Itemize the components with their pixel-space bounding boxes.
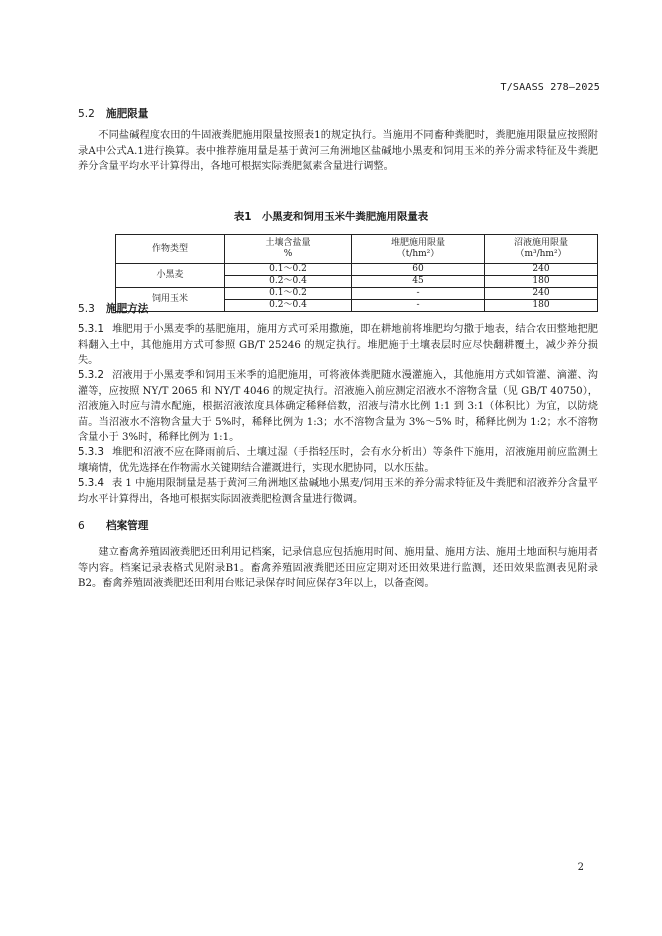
clause-5-3-3 — [78, 445, 598, 476]
table-row — [116, 264, 598, 276]
table-row — [116, 288, 598, 300]
clause-number: 5.3.4 — [78, 478, 104, 489]
section-5-2-paragraph: 不同盐碱程度农田的牛固液粪肥施用限量按照表1的规定执行。当施用不同畜种粪肥时，粪肥施用限量应按照附录A中公式A.1进行换算。表中推荐施用量是基于黄河三角洲地区盐碱地小黑麦和饲用玉米的养分需求特征及牛粪肥养分含量平均水平计算得出，各地可根据实际粪肥氮素含量进行调整。 — [78, 130, 598, 172]
section-number: 5.2 — [78, 108, 95, 120]
section-heading-5-2 — [78, 107, 148, 123]
slurry-cell: 240 — [485, 264, 598, 276]
clause-5-3-2 — [78, 368, 598, 446]
table-header-row — [116, 235, 598, 264]
salt-cell: 0.2～0.4 — [225, 276, 352, 288]
crop-cell: 小黑麦 — [116, 264, 225, 288]
document-number: T/SAASS 278—2025 — [500, 82, 600, 93]
fertilizer-limit-table — [115, 234, 598, 312]
compost-cell: - — [352, 300, 485, 312]
clause-number: 5.3.3 — [78, 447, 104, 458]
clause-5-3-4 — [78, 476, 598, 507]
slurry-cell: 180 — [485, 300, 598, 312]
page-number: 2 — [577, 862, 584, 873]
compost-cell: 45 — [352, 276, 485, 288]
table-caption: 表1 小黑麦和饲用玉米牛粪肥施用限量表 — [233, 211, 429, 223]
clause-text: 堆肥用于小黑麦季的基肥施用，施用方式可采用撒施，即在耕地前将堆肥均匀撒于地表，结合农田整地把肥料翻入土中，其他施用方式可参照 GB/T 25246 的规定执行。堆肥施于土壤表层时应尽快翻耕覆土，减少养分损失。 — [78, 324, 598, 366]
section-title: 施肥方法 — [106, 303, 149, 315]
slurry-cell: 180 — [485, 276, 598, 288]
clause-text: 沼液用于小黑麦季和饲用玉米季的追肥施用，可将液体粪肥随水漫灌施入，其他施用方式如管灌、滴灌、沟灌等，应按照 NY/T 2065 和 NY/T 4046 的规定执行。沼液施入前应测定沼液水不溶物含量（见 GB/T 40750），沼液施入时应与清水配施，根据沼液浓度具体确定稀释倍数，沼液与清水比例 1:1 到 3:1（体积比）为宜，以防烧苗。当沼液水不溶物含量大于 5%时，稀释比例为 1:3；水不溶物含量为 3%～5% 时，稀释比例为 1:2；水不溶物含量小于 3%时，稀释比例为 1:1。 — [78, 370, 598, 443]
header-slurry: 沼液施用限量 （m³/hm²） — [485, 235, 598, 264]
compost-cell: 60 — [352, 264, 485, 276]
section-heading-6 — [78, 519, 148, 535]
clause-number: 5.3.2 — [78, 370, 104, 381]
slurry-cell: 240 — [485, 288, 598, 300]
section-number: 6 — [78, 520, 85, 532]
compost-cell: - — [352, 288, 485, 300]
clause-text: 表 1 中施用限制量是基于黄河三角洲地区盐碱地小黑麦/饲用玉米的养分需求特征及牛粪肥和沼液养分含量平均水平计算得出，各地可根据实际固液粪肥检测含量进行微调。 — [78, 478, 598, 505]
header-salt: 土壤含盐量 % — [225, 235, 352, 264]
clause-number: 5.3.1 — [78, 324, 104, 335]
crop-cell: 饲用玉米 — [116, 288, 225, 312]
clause-text: 堆肥和沼液不应在降雨前后、土壤过湿（手指轻压时，会有水分析出）等条件下施用，沼液施用前应监测土壤墒情，优先选择在作物需水关键期结合灌溉进行，实现水肥协同，以水压盐。 — [78, 447, 598, 474]
section-title: 档案管理 — [106, 520, 149, 532]
header-crop: 作物类型 — [116, 235, 225, 264]
salt-cell: 0.1～0.2 — [225, 264, 352, 276]
salt-cell: 0.2～0.4 — [225, 300, 352, 312]
clause-5-3-1 — [78, 322, 598, 369]
header-compost: 堆肥施用限量 （t/hm²） — [352, 235, 485, 264]
section-heading-5-3 — [78, 302, 148, 318]
section-6-paragraph: 建立畜禽养殖固液粪肥还田利用记档案，记录信息应包括施用时间、施用量、施用方法、施用土地面积与施用者等内容。档案记录表格式见附录B1。畜禽养殖固液粪肥还田应定期对还田效果进行监测，还田效果监测表见附录B2。畜禽养殖固液粪肥还田利用台账记录保存时间应保存3年以上，以备查阅。 — [78, 547, 598, 589]
section-number: 5.3 — [78, 303, 95, 315]
salt-cell: 0.1～0.2 — [225, 288, 352, 300]
section-title: 施肥限量 — [106, 108, 149, 120]
